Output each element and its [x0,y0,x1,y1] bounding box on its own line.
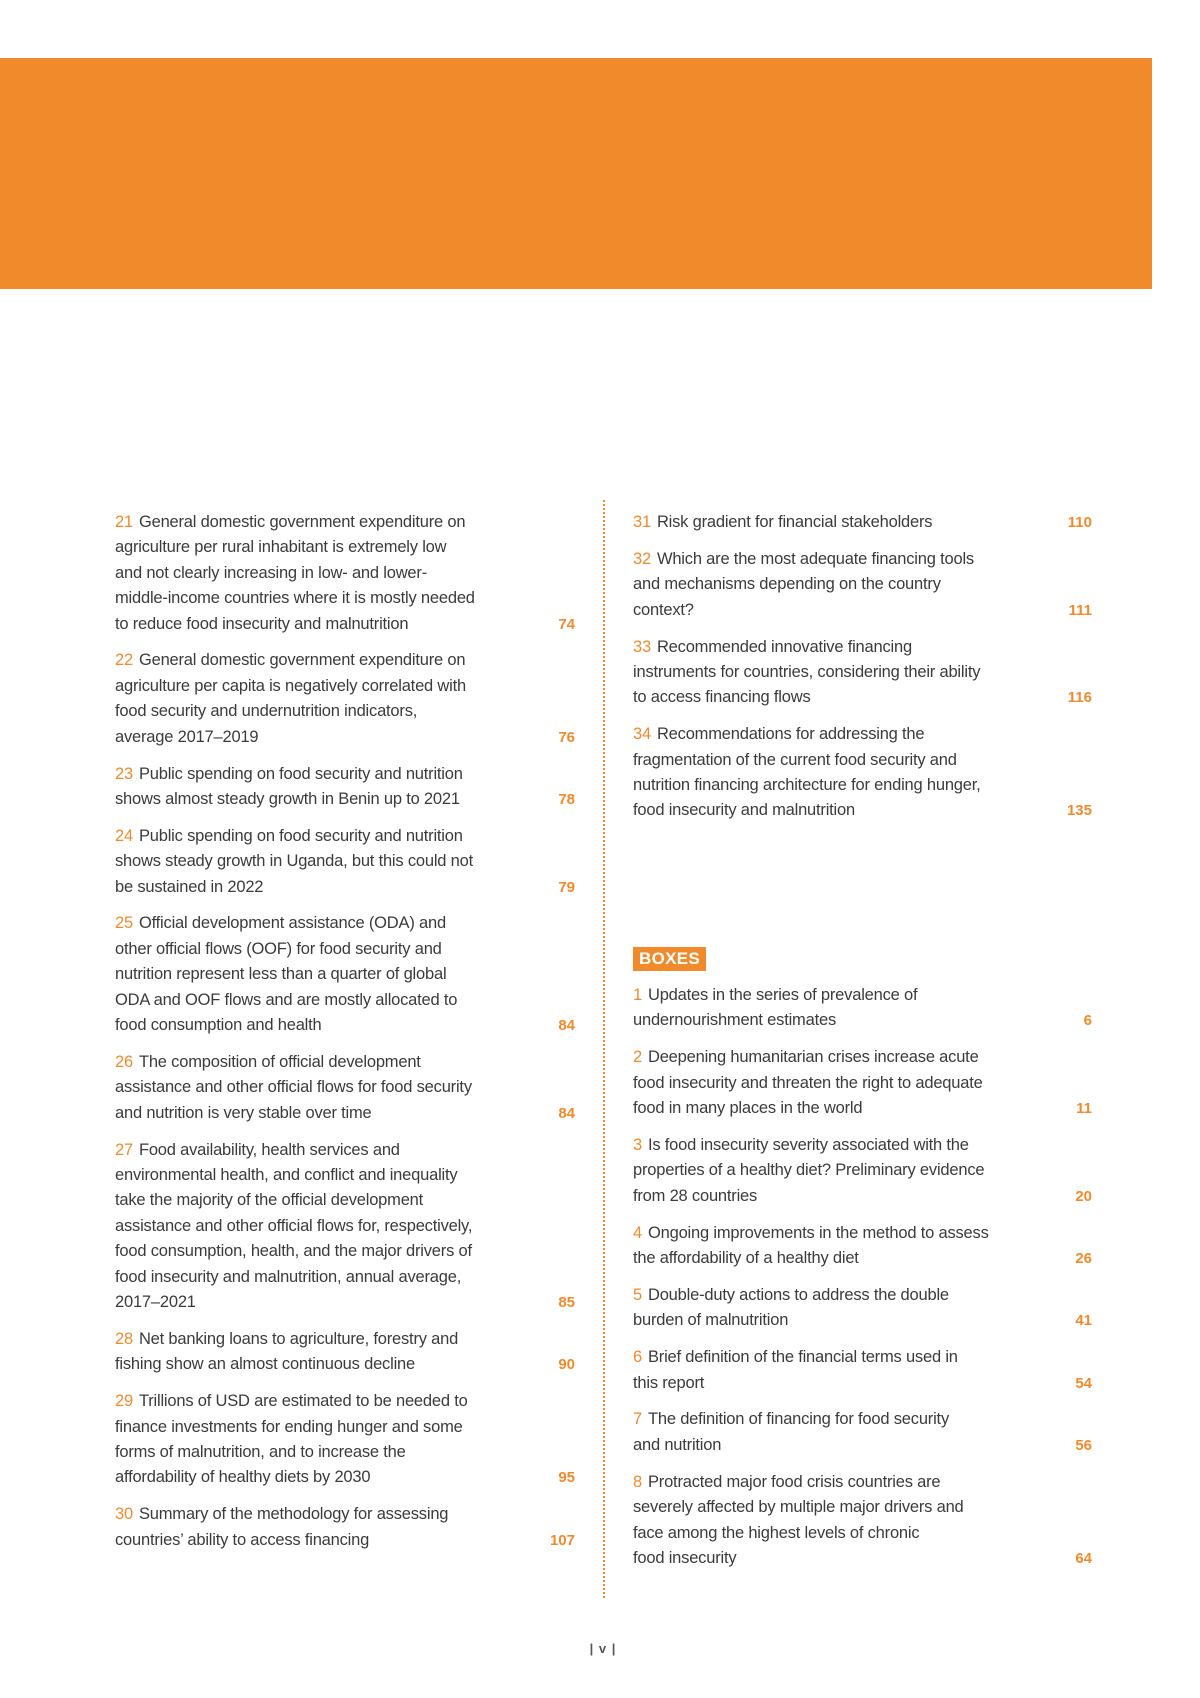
figures-list-left [115,510,575,1553]
figure-number: 26 [115,1052,133,1071]
box-title-line [633,1045,983,1070]
box-title [633,1345,958,1396]
figure-page-number[interactable]: 74 [558,615,575,633]
box-entry-7[interactable] [633,1407,1092,1458]
box-title-text: Protracted major food crisis countries are [647,1472,941,1491]
figure-title-line: and mechanisms depending on the country [633,575,941,594]
figure-title-line: countries’ ability to access financing [115,1530,370,1549]
figure-title-line: forms of malnutrition, and to increase the [115,1442,406,1461]
figure-entry-27[interactable] [115,1138,575,1316]
box-title-line [633,1133,984,1158]
figure-entry-22[interactable] [115,648,575,750]
figure-number: 29 [115,1392,133,1411]
box-title-line: severely affected by multiple major drivers and [633,1498,964,1517]
box-entry-5[interactable] [633,1283,1092,1334]
figure-title-line [115,911,457,936]
box-page-number[interactable]: 64 [1075,1549,1092,1567]
figure-title-line [115,1138,472,1163]
figure-number: 25 [115,914,133,933]
figure-title-line: food security and undernutrition indicators, [115,702,418,721]
box-number: 6 [633,1348,642,1367]
figure-title-line: and not clearly increasing in low- and lower- [115,563,427,582]
figures-list-right [633,510,1092,824]
box-title-line: from 28 countries [633,1186,758,1205]
figure-title-line: fragmentation of the current food security and [633,750,957,769]
boxes-heading: BOXES [633,947,706,971]
figure-title-line [115,762,463,787]
box-entry-2[interactable] [633,1045,1092,1121]
figure-entry-23[interactable] [115,762,575,813]
box-title-line [633,1345,958,1370]
figure-title [633,635,980,711]
box-title-line: food in many places in the world [633,1099,863,1118]
figure-number: 31 [633,513,651,531]
figure-title-text: Recommendations for addressing the [656,725,925,744]
box-entry-6[interactable] [633,1345,1092,1396]
figure-title-line [633,510,932,535]
figure-page-number[interactable]: 95 [558,1469,575,1487]
figure-title [633,510,932,535]
figure-page-number[interactable]: 76 [558,728,575,746]
box-title-line: face among the highest levels of chronic [633,1523,920,1542]
figure-title-text: Net banking loans to agriculture, forestry and [138,1329,459,1348]
box-page-number[interactable]: 54 [1075,1374,1092,1392]
figure-title-line: shows almost steady growth in Benin up to 2021 [115,789,460,808]
figure-title-line: food insecurity and malnutrition [633,801,855,820]
figure-title-line: environmental health, and conflict and inequality [115,1165,458,1184]
box-page-number[interactable]: 56 [1075,1436,1092,1454]
figure-entry-33[interactable] [633,635,1092,711]
figure-title [633,722,981,824]
box-title-line [633,1407,949,1432]
figure-number: 23 [115,764,133,783]
box-title-line: food insecurity and threaten the right to adequate [633,1073,983,1092]
figure-title-line: food consumption, health, and the major drivers of [115,1242,472,1261]
box-title-line: the affordability of a healthy diet [633,1249,859,1268]
box-title [633,983,917,1034]
figure-title-line: agriculture per capita is negatively correlated with [115,676,466,695]
figure-title-line: affordability of healthy diets by 2030 [115,1468,371,1487]
figure-title [115,762,463,813]
figure-title-text: Public spending on food security and nutrition [138,764,463,783]
box-page-number[interactable]: 6 [1083,1012,1092,1030]
figure-page-number[interactable]: 78 [558,790,575,808]
figure-title [115,648,466,750]
box-title-line [633,1221,989,1246]
figure-entry-29[interactable] [115,1389,575,1491]
figure-number: 34 [633,725,651,744]
figure-title-text: Recommended innovative financing [656,637,912,656]
figure-page-number[interactable]: 107 [549,1531,575,1549]
box-title-line: and nutrition [633,1435,722,1454]
box-title-line: burden of malnutrition [633,1311,789,1330]
figure-title-line: other official flows (OOF) for food security and [115,939,442,958]
box-title-line [633,983,917,1008]
figure-title [115,911,457,1038]
figure-title-line [115,510,475,535]
boxes-list [633,983,1092,1571]
box-entry-3[interactable] [633,1133,1092,1209]
box-title [633,1283,949,1334]
box-title-text: Brief definition of the financial terms used in [647,1348,958,1367]
figure-title-text: Summary of the methodology for assessing [138,1505,449,1524]
figure-page-number[interactable]: 85 [558,1293,575,1311]
box-title-text: The definition of financing for food security [647,1410,949,1429]
box-title-line: this report [633,1373,705,1392]
figure-title-line [115,1502,448,1527]
figure-title-line [633,722,981,747]
figure-title-text: Trillions of USD are estimated to be needed to [138,1392,468,1411]
box-number: 3 [633,1135,642,1154]
header-band [0,58,1152,289]
column-divider [603,500,605,1598]
box-number: 7 [633,1410,642,1429]
figure-entry-30[interactable] [115,1502,575,1553]
figure-number: 21 [115,513,133,531]
figure-title-line: nutrition financing architecture for ending hunger, [633,776,981,795]
figure-title [115,1389,468,1491]
box-title-text: Double-duty actions to address the double [647,1285,949,1304]
figure-title [115,824,473,900]
figure-title [115,510,475,637]
figure-title-line: fishing show an almost continuous decline [115,1355,415,1374]
box-title-text: Ongoing improvements in the method to assess [647,1223,989,1242]
figure-entry-28[interactable] [115,1327,575,1378]
box-title [633,1470,964,1572]
figure-entry-32[interactable] [633,547,1092,623]
box-page-number[interactable]: 26 [1075,1250,1092,1268]
figure-title-text: Official development assistance (ODA) and [138,914,446,933]
figure-title-line: average 2017–2019 [115,727,259,746]
figure-page-number[interactable]: 111 [1068,601,1092,619]
box-entry-8[interactable] [633,1470,1092,1572]
figure-number: 22 [115,651,133,670]
figure-title-line [115,648,466,673]
figure-title-line [633,547,974,572]
box-title [633,1407,949,1458]
figure-title-line: context? [633,600,694,619]
box-entry-4[interactable] [633,1221,1092,1272]
figure-title-line: be sustained in 2022 [115,877,264,896]
figure-page-number[interactable]: 84 [558,1104,575,1122]
figure-number: 28 [115,1329,133,1348]
figure-entry-21[interactable] [115,510,575,637]
figure-title-line: to access financing flows [633,688,811,707]
figure-title-line: assistance and other official flows for, respectively, [115,1216,473,1235]
page-number: | v | [589,1641,617,1656]
figure-page-number[interactable]: 116 [1067,689,1092,707]
figure-title-line: to reduce food insecurity and malnutrition [115,614,409,633]
figure-title-line [115,1327,458,1352]
figure-title-text: Food availability, health services and [138,1140,400,1159]
box-number: 2 [633,1048,642,1067]
figure-title-line: and nutrition is very stable over time [115,1103,372,1122]
figure-entry-31[interactable] [633,510,1092,535]
box-title-text: Is food insecurity severity associated with the [647,1135,969,1154]
figure-title-text: General domestic government expenditure on [138,651,466,670]
box-number: 8 [633,1472,642,1491]
figure-title-line: take the majority of the official development [115,1191,424,1210]
box-title-line: undernourishment estimates [633,1011,836,1030]
figure-title [115,1050,472,1126]
figure-title-line: agriculture per rural inhabitant is extremely low [115,538,447,557]
figure-number: 27 [115,1140,133,1159]
figure-page-number[interactable]: 110 [1067,514,1092,531]
figure-title-line: assistance and other official flows for food security [115,1078,472,1097]
box-page-number[interactable]: 41 [1075,1312,1092,1330]
figure-title-line: food insecurity and malnutrition, annual average, [115,1267,462,1286]
figure-title-line: ODA and OOF flows and are mostly allocated to [115,990,458,1009]
figure-title-line: nutrition represent less than a quarter of global [115,965,447,984]
box-title-text: Deepening humanitarian crises increase acute [647,1048,979,1067]
figure-entry-26[interactable] [115,1050,575,1126]
box-title-line: properties of a healthy diet? Preliminary evidence [633,1161,985,1180]
figure-title-line: 2017–2021 [115,1292,196,1311]
box-title [633,1221,989,1272]
figure-number: 30 [115,1505,133,1524]
figure-title-text: Risk gradient for financial stakeholders [656,513,933,531]
figure-title [115,1502,448,1553]
figure-entry-24[interactable] [115,824,575,900]
figure-number: 32 [633,549,651,568]
figure-title-line: middle-income countries where it is mostly needed [115,589,475,608]
figure-title-line [115,1050,472,1075]
figure-title-line [633,635,980,660]
box-page-number[interactable]: 11 [1076,1100,1092,1118]
figure-title-line: instruments for countries, considering their ability [633,662,981,681]
box-title-line: food insecurity [633,1548,737,1567]
figure-entry-25[interactable] [115,911,575,1038]
figure-number: 33 [633,637,651,656]
box-number: 1 [633,986,642,1004]
figure-title-line: food consumption and health [115,1016,322,1035]
figure-title-line [115,824,473,849]
figure-title-text: Public spending on food security and nutrition [138,826,463,845]
figure-title-text: General domestic government expenditure on [138,513,466,531]
box-title-line [633,1283,949,1308]
box-number: 4 [633,1223,642,1242]
figure-title [115,1138,472,1316]
figure-title-line: finance investments for ending hunger and some [115,1417,463,1436]
box-number: 5 [633,1285,642,1304]
figure-page-number[interactable]: 84 [558,1017,575,1035]
box-title [633,1133,984,1209]
figure-number: 24 [115,826,133,845]
figure-title-text: The composition of official development [138,1052,421,1071]
box-entry-1[interactable] [633,983,1092,1034]
box-title-line [633,1470,964,1495]
figure-title-text: Which are the most adequate financing tools [656,549,974,568]
figure-title-line: shows steady growth in Uganda, but this could not [115,852,474,871]
figure-entry-34[interactable] [633,722,1092,824]
figure-title-line [115,1389,468,1414]
figure-page-number[interactable]: 135 [1066,802,1092,820]
figure-page-number[interactable]: 79 [558,878,575,896]
figure-page-number[interactable]: 90 [558,1356,575,1374]
box-title-text: Updates in the series of prevalence of [647,986,918,1004]
figure-title [633,547,974,623]
figure-title [115,1327,458,1378]
box-page-number[interactable]: 20 [1075,1187,1092,1205]
box-title [633,1045,983,1121]
